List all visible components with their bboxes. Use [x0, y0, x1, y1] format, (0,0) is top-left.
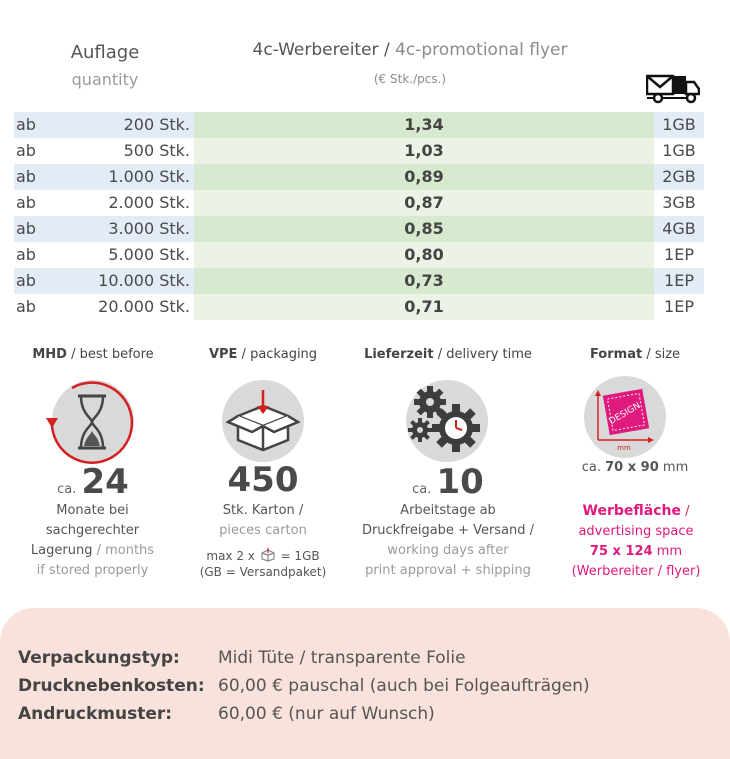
vpe-value-wrap	[188, 460, 338, 500]
header-auflage: Auflage	[70, 42, 140, 63]
price-row-shipping: 1GB	[654, 112, 704, 138]
price-row	[14, 164, 704, 190]
price-row-quantity: 10.000 Stk.	[54, 268, 194, 294]
price-row-ab: ab	[14, 190, 54, 216]
price-row	[14, 138, 704, 164]
price-row-shipping: 1EP	[654, 294, 704, 320]
price-row	[14, 242, 704, 268]
mhd-title-de: MHD	[32, 347, 67, 362]
format-ad	[548, 501, 724, 582]
price-row-price: 0,89	[194, 164, 654, 190]
format-title	[560, 347, 710, 362]
vpe-value: 450	[227, 460, 299, 500]
mhd-text	[10, 501, 175, 581]
mhd-ca: ca.	[57, 482, 77, 497]
header-product-de: 4c-Werbereiter	[252, 40, 379, 60]
format-ad-en: advertising space	[578, 524, 694, 539]
delivery-title	[353, 347, 543, 362]
delivery-value-wrap	[353, 462, 543, 502]
format-size-pre: ca.	[581, 460, 601, 475]
delivery-text	[346, 501, 550, 581]
delivery-line1: Arbeitstage ab	[400, 503, 496, 518]
delivery-line4: print approval + shipping	[365, 563, 531, 578]
bottom-label: Drucknebenkosten:	[18, 676, 205, 696]
price-row-price: 1,03	[194, 138, 654, 164]
bottom-value: 60,00 € pauschal (auch bei Folgeaufträgen)	[218, 676, 590, 696]
delivery-value: 10	[436, 462, 484, 502]
price-row-shipping: 1GB	[654, 138, 704, 164]
bottom-label: Verpackungstyp:	[18, 648, 180, 668]
price-row	[14, 268, 704, 294]
format-ad-unit: mm	[656, 544, 683, 559]
mhd-value: 24	[81, 462, 129, 502]
format-ad-sep: /	[680, 504, 690, 519]
price-row-ab: ab	[14, 112, 54, 138]
price-row-ab: ab	[14, 242, 54, 268]
format-ad-title-line	[548, 501, 724, 522]
price-table	[14, 112, 704, 320]
mhd-line2: sachgerechter	[45, 523, 140, 538]
format-size	[555, 460, 715, 475]
bottom-panel	[0, 608, 730, 759]
vpe-title	[188, 347, 338, 362]
vpe-note1	[180, 548, 346, 564]
price-row-price: 1,34	[194, 112, 654, 138]
price-row-quantity: 20.000 Stk.	[54, 294, 194, 320]
small-box-icon	[259, 548, 277, 562]
delivery-line2: Druckfreigabe + Versand /	[361, 523, 535, 538]
vpe-title-de: VPE	[208, 347, 238, 362]
price-row-price: 0,80	[194, 242, 654, 268]
price-row-ab: ab	[14, 138, 54, 164]
mhd-line3	[10, 541, 175, 561]
header-unit: (€ Stk./pcs.)	[373, 72, 447, 86]
price-row-shipping: 1EP	[654, 268, 704, 294]
format-size-value: 70 x 90	[605, 460, 659, 475]
header-product-sep: /	[378, 40, 396, 60]
format-ad-size: 75 x 124	[589, 544, 653, 559]
price-row-shipping: 1EP	[654, 242, 704, 268]
mhd-line4: if stored properly	[36, 563, 149, 578]
bottom-value: 60,00 € (nur auf Wunsch)	[218, 704, 435, 724]
price-row-quantity: 2.000 Stk.	[54, 190, 194, 216]
mhd-line1: Monate bei	[56, 503, 129, 518]
mhd-line3-en: / months	[92, 543, 155, 558]
hourglass-icon	[42, 372, 142, 472]
bottom-label: Andruckmuster:	[18, 704, 173, 724]
price-row	[14, 294, 704, 320]
vpe-note1-pre: max 2 x	[206, 549, 255, 563]
price-row-shipping: 3GB	[654, 190, 704, 216]
delivery-title-en: / delivery time	[433, 347, 532, 362]
header-quantity: quantity	[71, 70, 139, 89]
delivery-ca: ca.	[412, 482, 432, 497]
mhd-title	[18, 347, 168, 362]
mhd-title-en: / best before	[66, 347, 154, 362]
price-row-shipping: 2GB	[654, 164, 704, 190]
price-row	[14, 190, 704, 216]
price-row-ab: ab	[14, 164, 54, 190]
price-row-price: 0,85	[194, 216, 654, 242]
mhd-value-wrap	[18, 462, 168, 502]
box-icon	[222, 380, 304, 462]
price-row-quantity: 3.000 Stk.	[54, 216, 194, 242]
price-row-shipping: 4GB	[654, 216, 704, 242]
flyer-icon-text: DESIGN	[607, 400, 643, 428]
delivery-title-de: Lieferzeit	[364, 347, 434, 362]
header-product	[190, 40, 630, 60]
flyer-icon-unit: mm	[617, 444, 631, 452]
price-row-quantity: 500 Stk.	[54, 138, 194, 164]
price-row-ab: ab	[14, 268, 54, 294]
price-row-price: 0,73	[194, 268, 654, 294]
price-row-quantity: 200 Stk.	[54, 112, 194, 138]
format-title-de: Format	[589, 347, 643, 362]
mail-truck-icon	[646, 72, 700, 104]
vpe-note1-post: = 1GB	[280, 549, 320, 563]
format-size-unit: mm	[662, 460, 689, 475]
price-row-price: 0,71	[194, 294, 654, 320]
price-row	[14, 216, 704, 242]
format-ad-size-line	[548, 542, 724, 562]
vpe-line2: pieces carton	[219, 523, 307, 538]
vpe-note2: (GB = Versandpaket)	[199, 565, 327, 579]
price-row-quantity: 5.000 Stk.	[54, 242, 194, 268]
price-row-ab: ab	[14, 216, 54, 242]
header-product-en: 4c-promotional flyer	[395, 40, 568, 60]
price-row	[14, 112, 704, 138]
format-ad-title: Werbefläche	[582, 503, 681, 519]
vpe-title-en: / packaging	[237, 347, 318, 362]
vpe-line1: Stk. Karton /	[222, 503, 304, 518]
vpe-note	[180, 548, 346, 580]
format-ad-note: (Werbereiter / flyer)	[571, 564, 701, 579]
delivery-line3: working days after	[387, 543, 509, 558]
mhd-line3-de: Lagerung	[30, 543, 93, 558]
flyer-format-icon	[584, 376, 666, 458]
vpe-text	[180, 501, 346, 541]
price-row-ab: ab	[14, 294, 54, 320]
gears-clock-icon	[398, 374, 496, 466]
price-row-price: 0,87	[194, 190, 654, 216]
format-title-en: / size	[642, 347, 681, 362]
price-row-quantity: 1.000 Stk.	[54, 164, 194, 190]
bottom-value: Midi Tüte / transparente Folie	[218, 648, 466, 668]
